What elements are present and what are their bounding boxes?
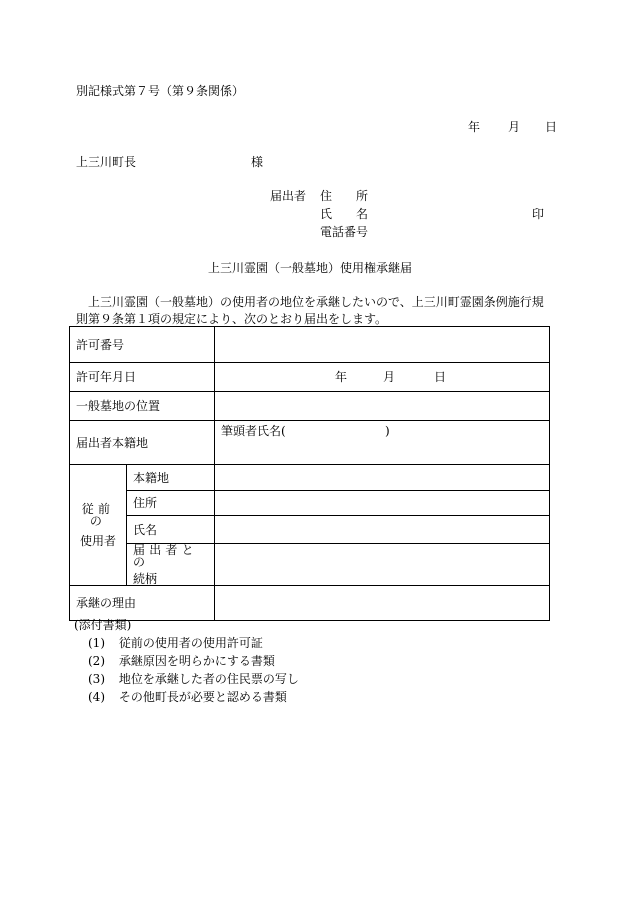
relation-line-2: 続柄: [133, 572, 158, 586]
attachment-text: 地位を承継した者の住民票の写し: [118, 672, 299, 686]
attachment-number: (3): [88, 672, 105, 686]
applicant-label: 届出者: [270, 189, 307, 203]
list-item: [88, 673, 299, 685]
table-row: [70, 544, 550, 586]
attachment-number: (2): [88, 654, 105, 668]
name-field[interactable]: [215, 516, 550, 544]
head-of-family-close: ): [385, 424, 390, 438]
list-item: [88, 655, 275, 667]
previous-user-line-1: 従前の: [81, 502, 115, 528]
grave-location-field[interactable]: [215, 392, 550, 421]
table-row: [70, 392, 550, 421]
date-month: 月: [508, 120, 521, 134]
table-row: [70, 516, 550, 544]
relation-field[interactable]: [215, 544, 550, 586]
domicile-field[interactable]: [215, 465, 550, 491]
permit-number-field[interactable]: [215, 327, 550, 363]
addressee-honorific: 様: [251, 155, 264, 169]
application-table: [69, 326, 550, 621]
permit-date-label: 許可年月日: [70, 363, 215, 392]
address-label: 住所: [127, 491, 215, 516]
reason-label: 承継の理由: [70, 586, 215, 621]
applicant-address-label: 住 所: [320, 189, 369, 203]
table-row: [70, 421, 550, 465]
head-of-family-label: 筆頭者氏名(: [221, 424, 286, 438]
previous-user-label: [70, 465, 127, 586]
address-field[interactable]: [215, 491, 550, 516]
applicant-domicile-field[interactable]: [215, 421, 550, 465]
applicant-name-label: 氏 名: [320, 207, 369, 221]
relation-line-1: 届出者との: [133, 543, 198, 569]
attachment-text: 承継原因を明らかにする書類: [118, 654, 275, 668]
date-year: 年: [468, 120, 481, 134]
table-row: [70, 465, 550, 491]
body-line-1: 上三川霊園（一般墓地）の使用者の地位を承継したいので、上三川町霊園条例施行規: [88, 295, 544, 309]
body-line-2: 則第９条第１項の規定により、次のとおり届出をします。: [76, 312, 388, 326]
applicant-domicile-label: 届出者本籍地: [70, 421, 215, 465]
list-item: [88, 691, 287, 703]
form-number: 別記様式第７号（第９条関係）: [76, 84, 245, 98]
attachment-text: 従前の使用者の使用許可証: [118, 636, 263, 650]
seal-mark: 印: [532, 207, 545, 221]
reason-field[interactable]: [215, 586, 550, 621]
name-label: 氏名: [127, 516, 215, 544]
applicant-phone-label: 電話番号: [320, 225, 369, 239]
addressee-name: 上三川町長: [76, 155, 137, 169]
table-row: [70, 327, 550, 363]
grave-location-label: 一般墓地の位置: [70, 392, 215, 421]
relation-label: [127, 544, 215, 586]
document-title: 上三川霊園（一般墓地）使用権承継届: [208, 261, 413, 275]
list-item: [88, 637, 263, 649]
attachment-number: (1): [88, 636, 105, 650]
date-day: 日: [545, 120, 558, 134]
permit-date-year: 年: [335, 370, 348, 384]
attachment-text: その他町長が必要と認める書類: [118, 690, 287, 704]
permit-date-month: 月: [383, 370, 396, 384]
table-row: [70, 491, 550, 516]
table-row: [70, 586, 550, 621]
attachment-number: (4): [88, 690, 105, 704]
previous-user-line-2: 使用者: [79, 534, 116, 548]
permit-date-day: 日: [434, 370, 447, 384]
domicile-label: 本籍地: [127, 465, 215, 491]
permit-date-field[interactable]: [215, 363, 550, 392]
attachments-heading: (添付書類): [74, 618, 132, 632]
permit-number-label: 許可番号: [70, 327, 215, 363]
table-row: [70, 363, 550, 392]
